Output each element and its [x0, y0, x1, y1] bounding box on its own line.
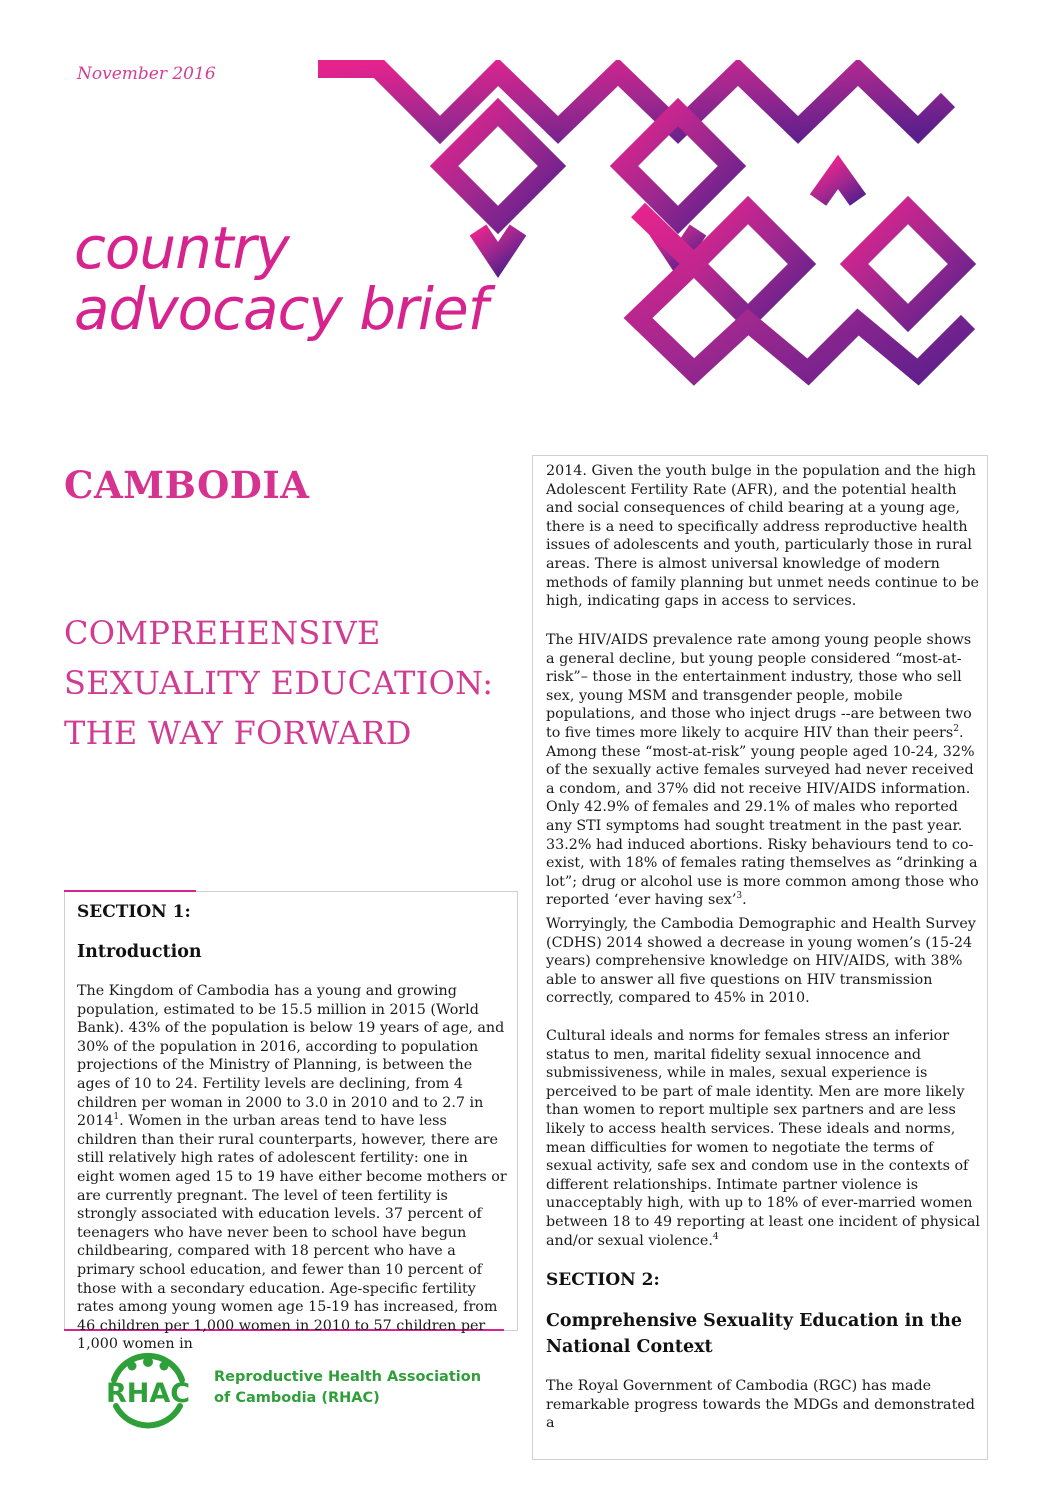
footnote-ref-1[interactable]: 1: [113, 1112, 120, 1123]
section1-text-a: The Kingdom of Cambodia has a young and growing population, estimated to be 15.5 million in 2015 (World Bank). 43% of the population is below 19 years of age, and 30% of the population in 2016, according to population projections of the Ministry of Planning, is between the ages of 10 to 24. Fertility levels are declining, from 4 children per woman in 2000 to 3.0 in 2010 and to 2.7 in 2014: [77, 983, 505, 1130]
right-paragraph-2-text-a: The HIV/AIDS prevalence rate among young people shows a general decline, but young people considered “most-at-risk”– those in the entertainment industry, those who sell sex, young MSM and transgender people, mobile populations, and those who inject drugs --are between two to five times more likely to acquire HIV than their peers: [546, 632, 972, 741]
organization-name-line1: Reproductive Health Association: [214, 1369, 482, 1385]
rhac-logo: [96, 1340, 200, 1440]
right-paragraph-4: [546, 1027, 980, 1250]
right-paragraph-2-text-c: .: [742, 892, 747, 909]
footnote-ref-2[interactable]: 2: [953, 724, 959, 735]
brief-title-line2: advocacy brief: [74, 275, 488, 343]
document-subtitle: [64, 608, 514, 758]
brief-title: [74, 214, 488, 343]
section2-label: SECTION 2:: [546, 1270, 660, 1290]
logo-wordmark: RHAC: [105, 1378, 191, 1409]
footnote-ref-4[interactable]: 4: [712, 1231, 719, 1242]
publication-date: November 2016: [77, 64, 216, 84]
subtitle-line3: THE WAY FORWARD: [64, 714, 412, 752]
section1-accent-line: [64, 890, 196, 892]
section2-heading-line2: National Context: [546, 1337, 713, 1357]
footnote-ref-3[interactable]: 3: [736, 891, 743, 902]
right-paragraph-4-text: Cultural ideals and norms for females stress an inferior status to men, marital fidelity sexual innocence and submissiveness, while in males, sexual experience is perceived to be part of male identity. Men are more likely than women to report multiple sex partners and are less likely to access health services. These ideals and norms, mean difficulties for women to negotiate the terms of sexual activity, safe sex and condom use in the contexts of different relationships. Intimate partner violence is unacceptably high, with up to 18% of ever-married women between 18 to 49 reporting at least one incident of physical and/or sexual violence.: [546, 1028, 980, 1249]
right-paragraph-2: [546, 631, 980, 910]
section2-paragraph: The Royal Government of Cambodia (RGC) has made remarkable progress towards the MDGs and demonstrated a: [546, 1378, 975, 1432]
brief-title-line1: country: [74, 214, 289, 282]
subtitle-line1: COMPREHENSIVE: [64, 614, 381, 652]
section1-paragraph: [77, 982, 509, 1354]
organization-name: [214, 1367, 481, 1409]
right-paragraph-2-text-b: . Among these “most-at-risk” young people aged 10-24, 32% of the sexually active females surveyed had never received a condom, and 37% did not receive HIV/AIDS information. Only 42.9% of females and 29.1% of males who reported any STI symptoms had sought treatment in the past year. 33.2% had induced abortions. Risky behaviours tend to co-exist, with 18% of females rating themselves as “drinking a lot”; drug or alcohol use is more common among those who reported ‘ever having sex’: [546, 724, 979, 909]
section1-text-b: . Women in the urban areas tend to have less children than their rural counterparts, however, there are still relatively high rates of adolescent fertility: one in eight women aged 15 to 19 have either become mothers or are currently pregnant. The level of teen fertility is strongly associated with education levels. 37 percent of teenagers who have never been to school have begun childbearing, compared with 18 percent who have a primary school education, and fewer than 10 percent of those with a secondary education. Age-specific fertility rates among young women age 15-19 has increased, from 46 children per 1,000 women in 2010 to 57 children per 1,000 women in: [77, 1113, 507, 1353]
section2-heading-line1: Comprehensive Sexuality Education in the: [546, 1311, 963, 1331]
subtitle-line2: SEXUALITY EDUCATION:: [64, 664, 494, 702]
section1-heading: Introduction: [77, 942, 202, 962]
section1-label: SECTION 1:: [77, 902, 191, 922]
country-heading: CAMBODIA: [64, 463, 310, 507]
right-paragraph-1: 2014. Given the youth bulge in the population and the high Adolescent Fertility Rate (AFR), and the potential health and social consequences of child bearing at a young age, there is a need to specifically address reproductive health issues of adolescents and youth, particularly those in rural areas. There is almost universal knowledge of modern methods of family planning but unmet needs continue to be high, indicating gaps in access to services.: [546, 463, 979, 610]
organization-name-line2: of Cambodia (RHAC): [214, 1390, 380, 1406]
right-paragraph-3: Worryingly, the Cambodia Demographic and Health Survey (CDHS) 2014 showed a decrease in young women’s (15-24 years) comprehensive knowledge on HIV/AIDS, with 38% able to answer all five questions on HIV transmission correctly, compared to 45% in 2010.: [546, 916, 976, 1007]
section2-heading: [546, 1308, 980, 1360]
